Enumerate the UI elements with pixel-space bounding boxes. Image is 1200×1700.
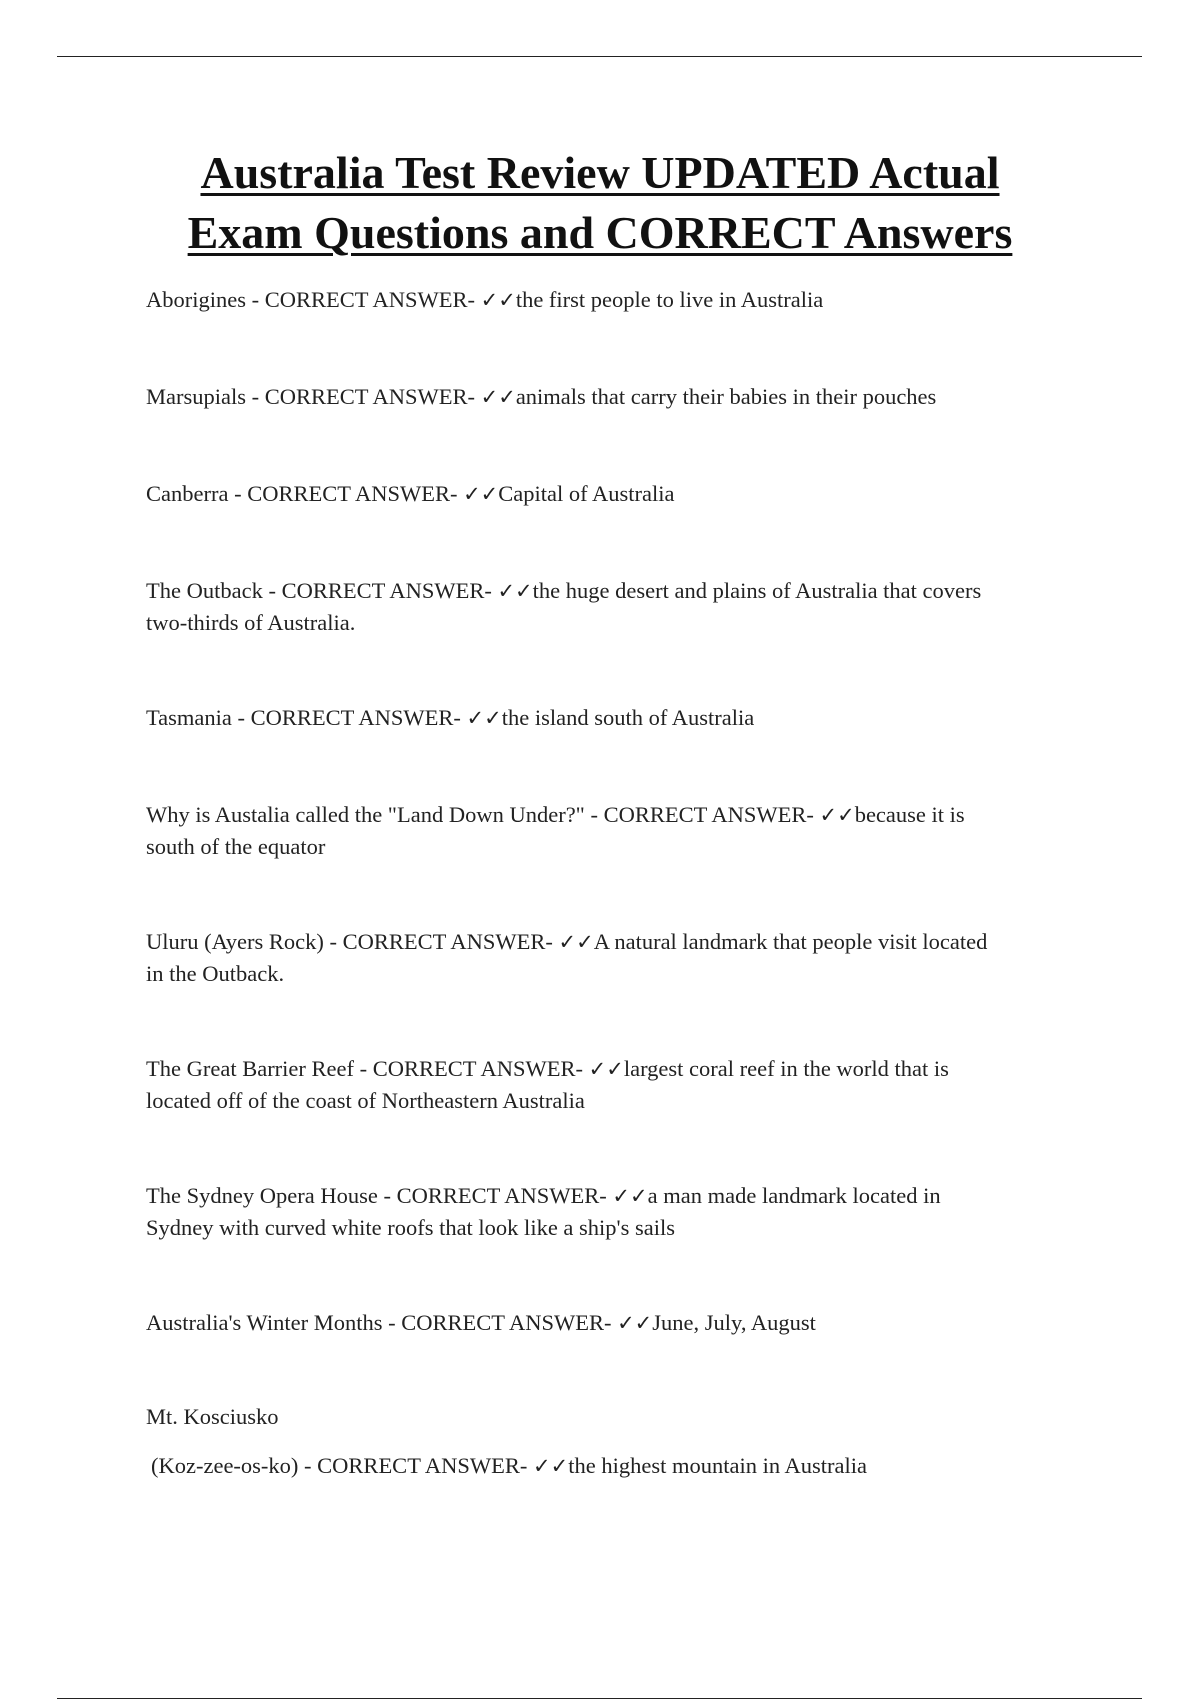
check-icon: ✓✓ bbox=[819, 803, 855, 827]
qa-item-mt-kosciusko: Mt. Kosciusko (Koz-zee-os-ko) - CORRECT ANSWER- ✓✓the highest mountain in Australia bbox=[146, 1401, 1066, 1482]
bottom-rule bbox=[57, 1698, 1142, 1699]
check-icon: ✓✓ bbox=[466, 706, 502, 730]
term: Tasmania bbox=[146, 705, 232, 730]
answer: the huge desert and plains of Australia that covers bbox=[532, 578, 982, 603]
answer: A natural landmark that people visit located bbox=[593, 929, 988, 954]
check-icon: ✓✓ bbox=[617, 1311, 653, 1335]
answer-continued: south of the equator bbox=[146, 834, 326, 859]
answer: the first people to live in Australia bbox=[515, 287, 824, 312]
answer: Capital of Australia bbox=[498, 481, 675, 506]
qa-item-land-down-under: Why is Austalia called the "Land Down Under?" - CORRECT ANSWER- ✓✓because it is south of the equator bbox=[146, 799, 1066, 863]
check-icon: ✓✓ bbox=[497, 579, 533, 603]
answer-marker: CORRECT ANSWER- bbox=[342, 929, 553, 954]
term-pronunciation: (Koz-zee-os-ko) bbox=[151, 1453, 299, 1478]
answer-continued: in the Outback. bbox=[146, 961, 285, 986]
answer-continued: located off of the coast of Northeastern Australia bbox=[146, 1088, 585, 1113]
qa-item-aborigines: Aborigines - CORRECT ANSWER- ✓✓the first people to live in Australia bbox=[146, 287, 824, 312]
qa-item-canberra: Canberra - CORRECT ANSWER- ✓✓Capital of Australia bbox=[146, 481, 675, 506]
check-icon: ✓✓ bbox=[463, 482, 499, 506]
answer: animals that carry their babies in their pouches bbox=[515, 384, 937, 409]
check-icon: ✓✓ bbox=[480, 288, 516, 312]
answer: the island south of Australia bbox=[501, 705, 755, 730]
check-icon: ✓✓ bbox=[588, 1057, 624, 1081]
qa-item-tasmania: Tasmania - CORRECT ANSWER- ✓✓the island south of Australia bbox=[146, 705, 755, 730]
term: The Sydney Opera House bbox=[146, 1183, 378, 1208]
top-rule bbox=[57, 56, 1142, 57]
term: Marsupials bbox=[146, 384, 246, 409]
check-icon: ✓✓ bbox=[533, 1454, 569, 1478]
term: Australia's Winter Months bbox=[146, 1310, 383, 1335]
answer-continued: two-thirds of Australia. bbox=[146, 610, 356, 635]
check-icon: ✓✓ bbox=[558, 930, 594, 954]
answer-marker: CORRECT ANSWER- bbox=[264, 384, 475, 409]
answer: because it is bbox=[854, 802, 965, 827]
answer-marker: CORRECT ANSWER- bbox=[250, 705, 461, 730]
answer: a man made landmark located in bbox=[647, 1183, 941, 1208]
answer: largest coral reef in the world that is bbox=[623, 1056, 949, 1081]
term: Aborigines bbox=[146, 287, 246, 312]
answer: the highest mountain in Australia bbox=[568, 1453, 867, 1478]
qa-item-outback: The Outback - CORRECT ANSWER- ✓✓the huge desert and plains of Australia that covers two-thirds of Australia. bbox=[146, 575, 1066, 639]
answer-marker: CORRECT ANSWER- bbox=[401, 1310, 612, 1335]
answer-marker: CORRECT ANSWER- bbox=[247, 481, 458, 506]
title-line-1: Australia Test Review UPDATED Actual bbox=[200, 147, 1000, 198]
answer-marker: CORRECT ANSWER- bbox=[264, 287, 475, 312]
term: The Outback bbox=[146, 578, 263, 603]
answer-continued: Sydney with curved white roofs that look like a ship's sails bbox=[146, 1215, 675, 1240]
qa-item-great-barrier-reef: The Great Barrier Reef - CORRECT ANSWER- ✓✓largest coral reef in the world that is located off of the coast of Northeastern Australia bbox=[146, 1053, 1066, 1117]
term: The Great Barrier Reef bbox=[146, 1056, 355, 1081]
answer-marker: CORRECT ANSWER- bbox=[396, 1183, 607, 1208]
term: Uluru (Ayers Rock) bbox=[146, 929, 324, 954]
title-line-2: Exam Questions and CORRECT Answers bbox=[187, 207, 1013, 258]
term: Mt. Kosciusko bbox=[146, 1404, 279, 1429]
qa-item-marsupials: Marsupials - CORRECT ANSWER- ✓✓animals that carry their babies in their pouches bbox=[146, 384, 937, 409]
document-title bbox=[100, 143, 1100, 263]
answer: June, July, August bbox=[652, 1310, 816, 1335]
term: Canberra bbox=[146, 481, 229, 506]
check-icon: ✓✓ bbox=[612, 1184, 648, 1208]
answer-marker: CORRECT ANSWER- bbox=[281, 578, 492, 603]
qa-item-uluru: Uluru (Ayers Rock) - CORRECT ANSWER- ✓✓A natural landmark that people visit located in the Outback. bbox=[146, 926, 1066, 990]
answer-marker: CORRECT ANSWER- bbox=[317, 1453, 528, 1478]
check-icon: ✓✓ bbox=[480, 385, 516, 409]
qa-item-sydney-opera-house: The Sydney Opera House - CORRECT ANSWER- ✓✓a man made landmark located in Sydney with curved white roofs that look like a ship's sails bbox=[146, 1180, 1066, 1244]
answer-marker: CORRECT ANSWER- bbox=[603, 802, 814, 827]
term: Why is Austalia called the "Land Down Under?" bbox=[146, 802, 585, 827]
answer-marker: CORRECT ANSWER- bbox=[372, 1056, 583, 1081]
qa-item-winter-months: Australia's Winter Months - CORRECT ANSWER- ✓✓June, July, August bbox=[146, 1310, 816, 1335]
